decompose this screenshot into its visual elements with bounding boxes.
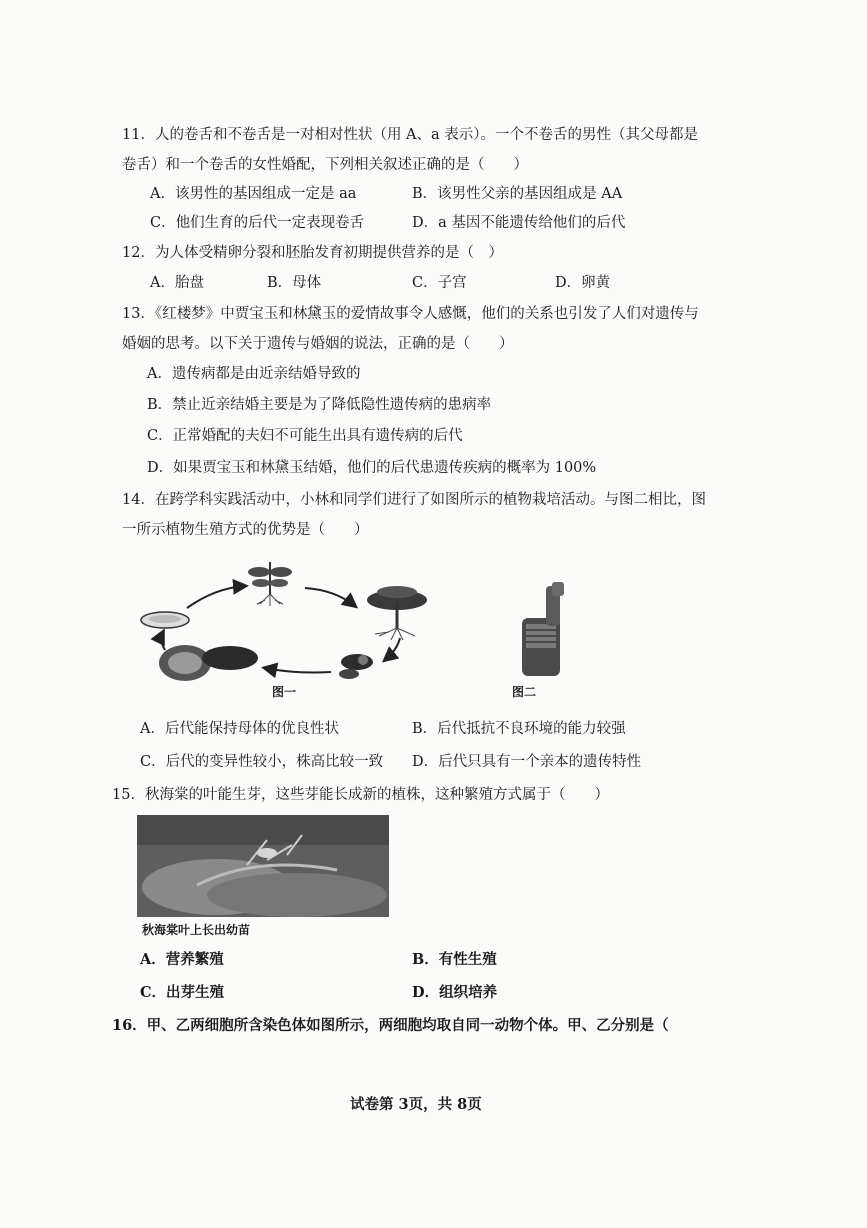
q14-option-d: D．后代只具有一个亲本的遗传特性: [412, 754, 642, 770]
q14-option-c: C．后代的变异性较小，株高比较一致: [140, 754, 384, 770]
q15-photo-caption: 秋海棠叶上长出幼苗: [142, 923, 251, 937]
q15-option-c: C．出芽生殖: [140, 984, 225, 1001]
page-footer: 试卷第 3页，共 8页: [350, 1096, 482, 1113]
mature-plant-icon: [367, 586, 427, 640]
q13-option-b: B．禁止近亲结婚主要是为了降低隐性遗传病的患病率: [147, 397, 492, 413]
q13-stem-line2: 婚姻的思考。以下关于遗传与婚姻的说法，正确的是（ ）: [122, 336, 514, 352]
q15-begonia-photo: [137, 815, 389, 917]
q11-option-a: A．该男性的基因组成一定是 aa: [150, 186, 357, 202]
q11-option-d: D．a 基因不能遗传给他们的后代: [412, 215, 626, 231]
q14-figure-one-caption: 图一: [272, 685, 297, 699]
flower-icon: [339, 654, 373, 679]
q11-option-b: B．该男性父亲的基因组成是 AA: [412, 186, 623, 202]
q13-stem-line1: 13．《红楼梦》中贾宝玉和林黛玉的爱情故事令人感慨，他们的关系也引发了人们对遗传与: [122, 306, 699, 322]
q14-figure-two-caption: 图二: [512, 685, 537, 699]
q16-stem: 16．甲、乙两细胞所含染色体如图所示，两细胞均取自同一动物个体。甲、乙分别是（: [112, 1017, 669, 1034]
q13-option-a: A．遗传病都是由近亲结婚导致的: [147, 366, 361, 382]
q14-figure-two: [508, 580, 578, 680]
q12-option-d: D．卵黄: [555, 275, 611, 291]
q14-stem-line1: 14．在跨学科实践活动中，小林和同学们进行了如图所示的植物栽培活动。与图二相比，图: [122, 492, 706, 508]
q12-option-a: A．胎盘: [150, 275, 204, 291]
grafted-stump-icon: [522, 582, 564, 676]
seedling-icon: [248, 562, 292, 606]
q14-option-a: A．后代能保持母体的优良性状: [140, 721, 339, 737]
q11-option-c: C．他们生育的后代一定表现卷舌: [150, 215, 365, 231]
seed-dish-icon: [141, 612, 189, 628]
q13-option-d: D．如果贾宝玉和林黛玉结婚，他们的后代患遗传疾病的概率为 100%: [147, 460, 597, 476]
fruit-icon: [159, 645, 258, 681]
q15-option-d: D．组织培养: [412, 984, 498, 1001]
q13-option-c: C．正常婚配的夫妇不可能生出具有遗传病的后代: [147, 428, 463, 444]
q11-stem-line2: 卷舌）和一个卷舌的女性婚配，下列相关叙述正确的是（ ）: [122, 157, 528, 173]
q14-option-b: B．后代抵抗不良环境的能力较强: [412, 721, 626, 737]
q12-stem: 12．为人体受精卵分裂和胚胎发育初期提供营养的是（ ）: [122, 245, 503, 261]
q14-figure-one: [135, 550, 445, 700]
q12-option-b: B．母体: [267, 275, 322, 291]
q11-stem-line1: 11．人的卷舌和不卷舌是一对相对性状（用 A、a 表示）。一个不卷舌的男性（其父母都是: [122, 127, 699, 143]
q15-option-b: B．有性生殖: [412, 951, 497, 968]
q14-stem-line2: 一所示植物生殖方式的优势是（ ）: [122, 522, 369, 538]
q15-stem: 15．秋海棠的叶能生芽，这些芽能长成新的植株，这种繁殖方式属于（ ）: [112, 787, 609, 803]
q12-option-c: C．子宫: [412, 275, 467, 291]
q15-option-a: A．营养繁殖: [140, 951, 224, 968]
